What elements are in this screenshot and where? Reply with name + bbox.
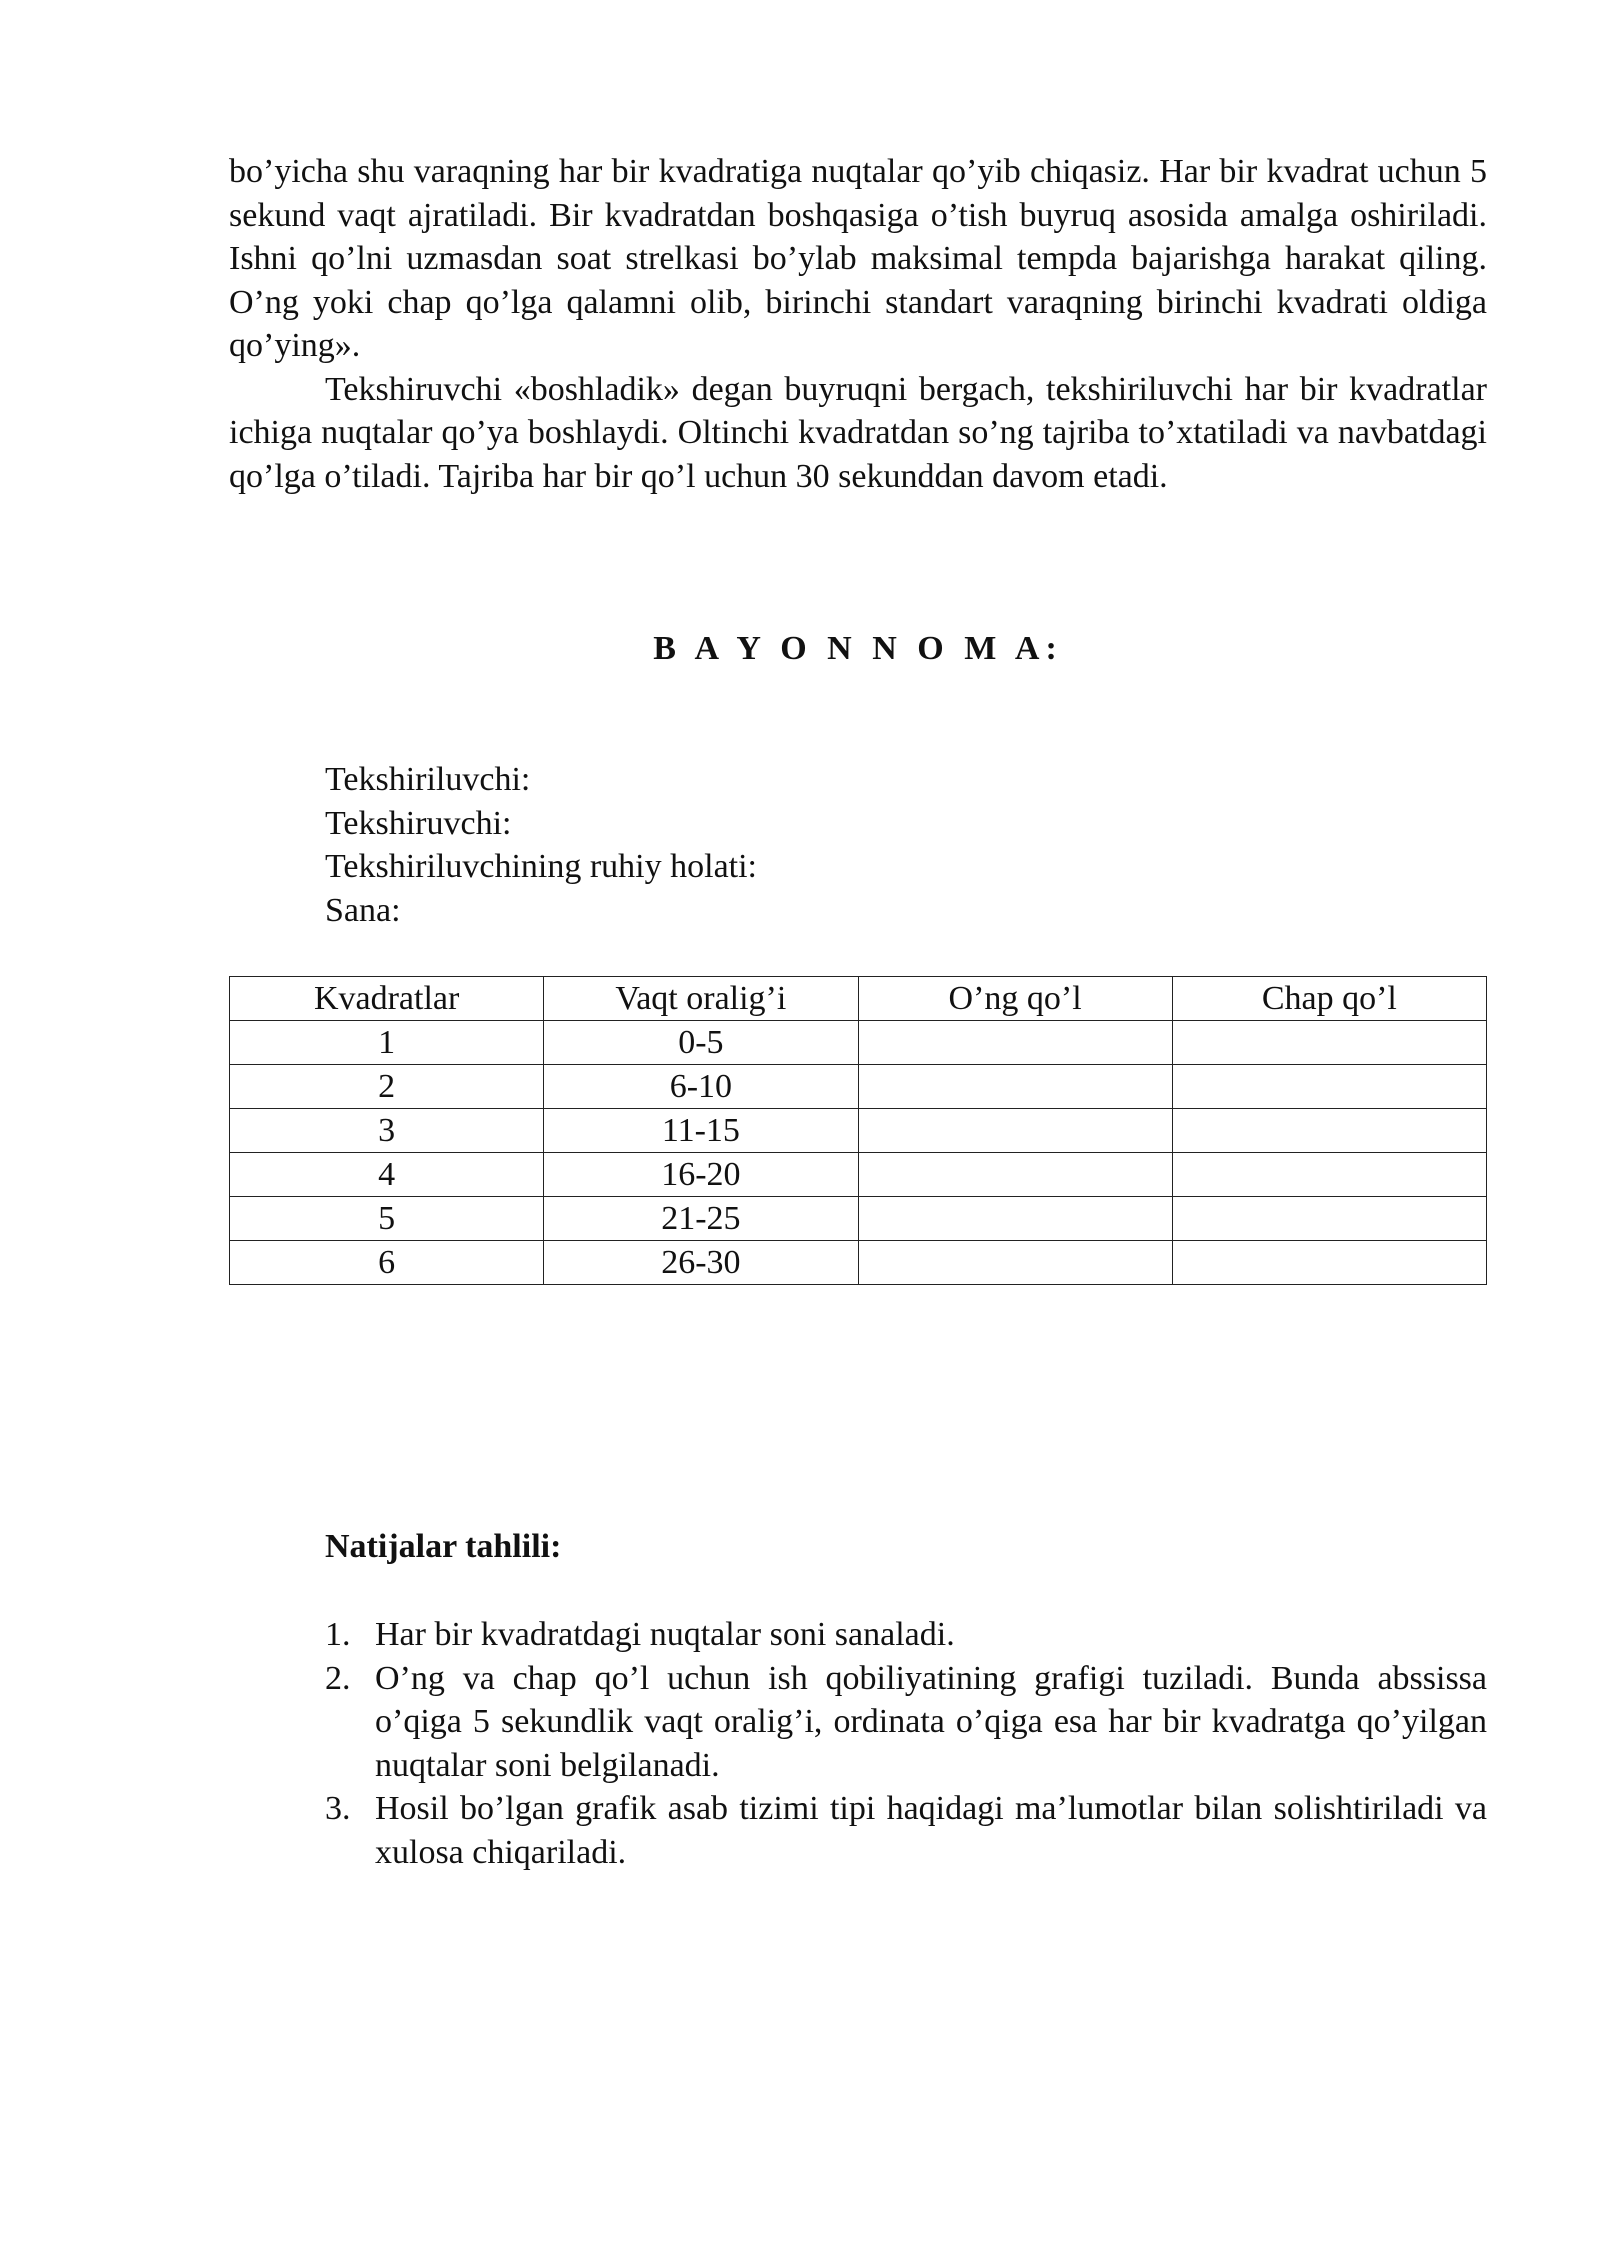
list-item-text: Har bir kvadratdagi nuqtalar soni sanaladi. — [375, 1616, 955, 1653]
header-kvadratlar: Kvadratlar — [230, 977, 544, 1021]
cell-chap-qol[interactable] — [1172, 1197, 1486, 1241]
header-vaqt-oraligi: Vaqt oralig’i — [544, 977, 858, 1021]
cell-chap-qol[interactable] — [1172, 1065, 1486, 1109]
field-tekshiriluvchi: Tekshiriluvchi: — [325, 761, 531, 798]
document-page — [229, 150, 1487, 1871]
list-item-number: 3. — [325, 1790, 351, 1827]
list-item-text: Hosil bo’lgan grafik asab tizimi tipi haqidagi ma’lumotlar bilan solishtiriladi va xulosa chiqariladi. — [375, 1790, 1487, 1871]
cell-chap-qol[interactable] — [1172, 1241, 1486, 1285]
intro-paragraph-1: bo’yicha shu varaqning har bir kvadratiga nuqtalar qo’yib chiqasiz. Har bir kvadrat uchun 5 sekund vaqt ajratiladi. Bir kvadratdan boshqasiga o’tish buyruq asosida amalga oshiriladi. Ishni qo’lni uzmasdan soat strelkasi bo’ylab maksimal tempda bajarishga harakat qiling. O’ng yoki chap qo’lga qalamni olib, birinchi standart varaqning birinchi kvadrati oldiga qo’ying». — [229, 153, 1487, 364]
header-chap-qol: Chap qo’l — [1172, 977, 1486, 1021]
analysis-heading: Natijalar tahlili: — [325, 1528, 562, 1565]
cell-ong-qol[interactable] — [858, 1065, 1172, 1109]
cell-chap-qol[interactable] — [1172, 1153, 1486, 1197]
table-row — [230, 1197, 1487, 1241]
cell-kvadrat: 6 — [230, 1241, 544, 1285]
protocol-fields — [325, 758, 757, 932]
cell-vaqt: 6-10 — [544, 1065, 858, 1109]
cell-ong-qol[interactable] — [858, 1109, 1172, 1153]
table-row — [230, 1241, 1487, 1285]
cell-kvadrat: 1 — [230, 1021, 544, 1065]
table-row — [230, 1021, 1487, 1065]
protocol-title: B A Y O N N O M A: — [653, 630, 1063, 667]
list-item — [325, 1657, 1487, 1788]
list-item-number: 2. — [325, 1659, 351, 1697]
cell-ong-qol[interactable] — [858, 1241, 1172, 1285]
cell-kvadrat: 2 — [230, 1065, 544, 1109]
list-item-number: 1. — [325, 1616, 351, 1653]
header-ong-qol: O’ng qo’l — [858, 977, 1172, 1021]
cell-vaqt: 21-25 — [544, 1197, 858, 1241]
cell-vaqt: 11-15 — [544, 1109, 858, 1153]
cell-ong-qol[interactable] — [858, 1153, 1172, 1197]
cell-vaqt: 16-20 — [544, 1153, 858, 1197]
intro-paragraph-2: Tekshiruvchi «boshladik» degan buyruqni bergach, tekshiriluvchi har bir kvadratlar ichiga nuqtalar qo’ya boshlaydi. Oltinchi kvadratdan so’ng tajriba to’xtatiladi va navbatdagi qo’lga o’tiladi. Tajriba har bir qo’l uchun 30 sekunddan davom etadi. — [229, 370, 1487, 495]
analysis-list — [325, 1613, 1487, 1874]
cell-vaqt: 26-30 — [544, 1241, 858, 1285]
table-row — [230, 1065, 1487, 1109]
field-ruhiy-holati: Tekshiriluvchining ruhiy holati: — [325, 848, 758, 885]
table-row — [230, 1153, 1487, 1197]
table-header-row — [230, 977, 1487, 1021]
cell-kvadrat: 5 — [230, 1197, 544, 1241]
cell-ong-qol[interactable] — [858, 1197, 1172, 1241]
cell-chap-qol[interactable] — [1172, 1021, 1486, 1065]
list-item-text: O’ng va chap qo’l uchun ish qobiliyatining grafigi tuziladi. Bunda abssissa o’qiga 5 sekundlik vaqt oralig’i, ordinata o’qiga esa har bir kvadratga qo’yilgan nuqtalar soni belgilanadi. — [375, 1659, 1487, 1784]
cell-ong-qol[interactable] — [858, 1021, 1172, 1065]
cell-chap-qol[interactable] — [1172, 1109, 1486, 1153]
results-table — [229, 976, 1487, 1285]
list-item — [325, 1787, 1487, 1874]
list-item — [325, 1613, 1487, 1657]
cell-vaqt: 0-5 — [544, 1021, 858, 1065]
field-tekshiruvchi: Tekshiruvchi: — [325, 804, 512, 842]
cell-kvadrat: 4 — [230, 1153, 544, 1197]
field-sana: Sana: — [325, 891, 401, 929]
cell-kvadrat: 3 — [230, 1109, 544, 1153]
table-row — [230, 1109, 1487, 1153]
